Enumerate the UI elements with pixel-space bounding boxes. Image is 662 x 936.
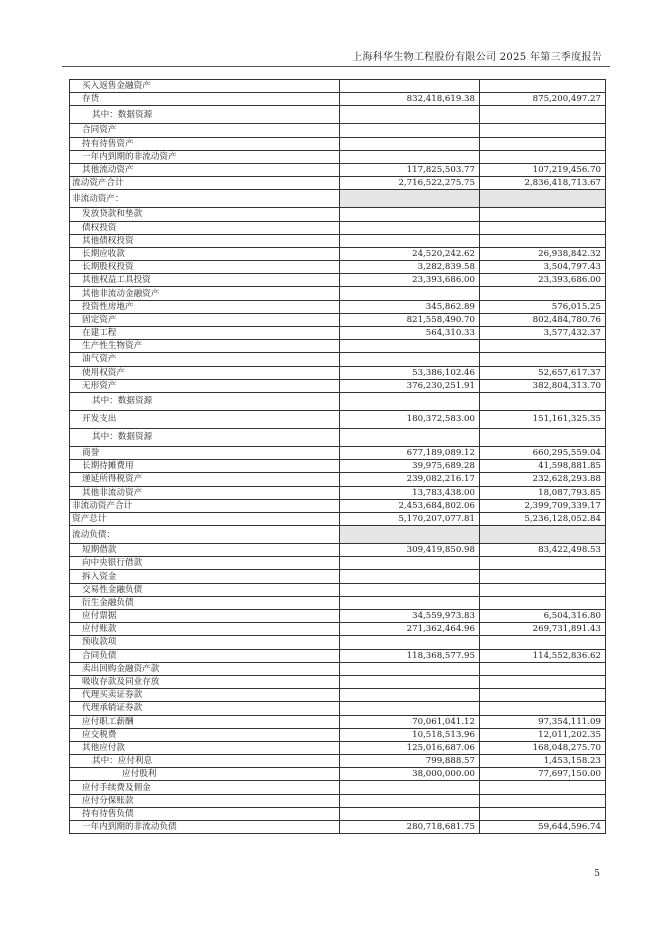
row-label: 债权投资: [70, 221, 340, 234]
table-row: [70, 583, 606, 596]
current-period-value: 180,372,583.00: [340, 410, 480, 428]
table-row: [70, 807, 606, 820]
current-period-value: [340, 675, 480, 688]
prior-period-value: 168,048,275.70: [480, 741, 606, 754]
current-period-value: 2,453,684,802.06: [340, 499, 480, 512]
current-period-value: [340, 636, 480, 649]
row-label: 其他非流动金融资产: [70, 287, 340, 300]
prior-period-value: 660,295,559.04: [480, 446, 606, 459]
current-period-value: [340, 150, 480, 163]
prior-period-value: 23,393,686.00: [480, 274, 606, 287]
table-row: [70, 596, 606, 609]
prior-period-value: [480, 807, 606, 820]
row-label: 合同负债: [70, 649, 340, 662]
table-row: [70, 715, 606, 728]
prior-period-value: [480, 353, 606, 366]
prior-period-value: [480, 662, 606, 675]
table-row: [70, 662, 606, 675]
row-label: 使用权资产: [70, 366, 340, 379]
current-period-value: [340, 353, 480, 366]
current-period-value: 271,362,464.96: [340, 623, 480, 636]
row-label: 存货: [70, 93, 340, 106]
row-label: 应付手续费及佣金: [70, 781, 340, 794]
row-label: 预收款项: [70, 636, 340, 649]
current-period-value: 39,975,689.28: [340, 460, 480, 473]
prior-period-value: [480, 124, 606, 137]
row-label: 固定资产: [70, 313, 340, 326]
prior-period-value: [480, 106, 606, 124]
current-period-value: 309,419,850.98: [340, 544, 480, 557]
table-row: [70, 526, 606, 544]
table-row: [70, 190, 606, 208]
table-row: [70, 460, 606, 473]
row-label: 代理买卖证券款: [70, 689, 340, 702]
current-period-value: [340, 428, 480, 446]
table-row: [70, 794, 606, 807]
table-row: [70, 93, 606, 106]
current-period-value: 3,282,839.58: [340, 261, 480, 274]
prior-period-value: 77,697,150.00: [480, 768, 606, 781]
table-row: [70, 300, 606, 313]
row-label: 衍生金融负债: [70, 596, 340, 609]
table-row: [70, 410, 606, 428]
table-row: [70, 163, 606, 176]
table-row: [70, 379, 606, 392]
row-label: 其中：数据资源: [70, 106, 340, 124]
row-label: 长期待摊费用: [70, 460, 340, 473]
prior-period-value: 3,577,432.37: [480, 327, 606, 340]
row-label: 持有待售负债: [70, 807, 340, 820]
prior-period-value: 5,236,128,052.84: [480, 512, 606, 525]
table-row: [70, 247, 606, 260]
row-label: 非流动资产：: [70, 190, 340, 208]
table-row: [70, 486, 606, 499]
current-period-value: [340, 208, 480, 221]
current-period-value: [340, 702, 480, 715]
table-row: [70, 313, 606, 326]
row-label: 资产总计: [70, 512, 340, 525]
current-period-value: 5,170,207,077.81: [340, 512, 480, 525]
row-label: 拆入资金: [70, 570, 340, 583]
current-period-value: 24,520,242.62: [340, 247, 480, 260]
current-period-value: [340, 80, 480, 93]
prior-period-value: 18,087,793.85: [480, 486, 606, 499]
prior-period-value: 83,422,498.53: [480, 544, 606, 557]
table-row: [70, 512, 606, 525]
prior-period-value: [480, 428, 606, 446]
prior-period-value: [480, 702, 606, 715]
current-period-value: 832,418,619.38: [340, 93, 480, 106]
row-label: 开发支出: [70, 410, 340, 428]
current-period-value: 677,189,089.12: [340, 446, 480, 459]
prior-period-value: [480, 208, 606, 221]
current-period-value: 38,000,000.00: [340, 768, 480, 781]
current-period-value: [340, 662, 480, 675]
table-row: [70, 428, 606, 446]
table-row: [70, 327, 606, 340]
prior-period-value: 232,628,293.88: [480, 473, 606, 486]
current-period-value: 13,783,438.00: [340, 486, 480, 499]
row-label: 买入返售金融资产: [70, 80, 340, 93]
row-label: 其中：数据资源: [70, 428, 340, 446]
prior-period-value: 2,836,418,713.67: [480, 177, 606, 190]
table-row: [70, 150, 606, 163]
row-label: 代理承销证券款: [70, 702, 340, 715]
prior-period-value: 26,938,842.32: [480, 247, 606, 260]
prior-period-value: [480, 570, 606, 583]
row-label: 一年内到期的非流动负债: [70, 821, 340, 834]
table-row: [70, 636, 606, 649]
current-period-value: [340, 596, 480, 609]
prior-period-value: 114,552,836.62: [480, 649, 606, 662]
prior-period-value: 107,219,456.70: [480, 163, 606, 176]
header-divider: [62, 66, 610, 67]
prior-period-value: [480, 781, 606, 794]
table-row: [70, 544, 606, 557]
row-label: 其他应付款: [70, 741, 340, 754]
current-period-value: 117,825,503.77: [340, 163, 480, 176]
row-label: 其他流动资产: [70, 163, 340, 176]
prior-period-value: 802,484,780.76: [480, 313, 606, 326]
prior-period-value: 875,200,497.27: [480, 93, 606, 106]
row-label: 应交税费: [70, 728, 340, 741]
row-label: 其他权益工具投资: [70, 274, 340, 287]
row-label: 持有待售资产: [70, 137, 340, 150]
prior-period-value: [480, 234, 606, 247]
table-row: [70, 702, 606, 715]
prior-period-value: [480, 221, 606, 234]
table-row: [70, 610, 606, 623]
current-period-value: 2,716,522,275.75: [340, 177, 480, 190]
table-row: [70, 353, 606, 366]
table-row: [70, 106, 606, 124]
row-label: 其他非流动资产: [70, 486, 340, 499]
row-label: 应付分保账款: [70, 794, 340, 807]
prior-period-value: [480, 340, 606, 353]
table-row: [70, 689, 606, 702]
current-period-value: [340, 221, 480, 234]
table-row: [70, 755, 606, 768]
row-label: 应付账款: [70, 623, 340, 636]
table-row: [70, 392, 606, 410]
current-period-value: [340, 794, 480, 807]
current-period-value: [340, 689, 480, 702]
table-row: [70, 473, 606, 486]
table-row: [70, 675, 606, 688]
prior-period-value: 382,804,313.70: [480, 379, 606, 392]
current-period-value: 53,386,102.46: [340, 366, 480, 379]
row-label: 在建工程: [70, 327, 340, 340]
current-period-value: [340, 781, 480, 794]
current-period-value: [340, 807, 480, 820]
row-label: 其他债权投资: [70, 234, 340, 247]
current-period-value: [340, 526, 480, 544]
current-period-value: [340, 340, 480, 353]
prior-period-value: 97,354,111.09: [480, 715, 606, 728]
row-label: 卖出回购金融资产款: [70, 662, 340, 675]
table-row: [70, 741, 606, 754]
table-row: [70, 340, 606, 353]
table-row: [70, 261, 606, 274]
prior-period-value: 2,399,709,339.17: [480, 499, 606, 512]
current-period-value: 34,559,973.83: [340, 610, 480, 623]
current-period-value: [340, 106, 480, 124]
row-label: 长期应收款: [70, 247, 340, 260]
table-row: [70, 821, 606, 834]
row-label: 应付股利: [70, 768, 340, 781]
row-label: 流动资产合计: [70, 177, 340, 190]
page-number: 5: [594, 869, 600, 879]
table-row: [70, 649, 606, 662]
table-row: [70, 234, 606, 247]
current-period-value: 564,310.33: [340, 327, 480, 340]
prior-period-value: 12,011,202.35: [480, 728, 606, 741]
current-period-value: 799,888.57: [340, 755, 480, 768]
prior-period-value: [480, 392, 606, 410]
prior-period-value: [480, 557, 606, 570]
current-period-value: [340, 570, 480, 583]
current-period-value: [340, 583, 480, 596]
row-label: 投资性房地产: [70, 300, 340, 313]
prior-period-value: [480, 80, 606, 93]
current-period-value: [340, 124, 480, 137]
prior-period-value: [480, 526, 606, 544]
row-label: 生产性生物资产: [70, 340, 340, 353]
prior-period-value: [480, 583, 606, 596]
table-row: [70, 274, 606, 287]
current-period-value: [340, 190, 480, 208]
current-period-value: 821,558,490.70: [340, 313, 480, 326]
prior-period-value: [480, 596, 606, 609]
prior-period-value: [480, 190, 606, 208]
current-period-value: [340, 234, 480, 247]
prior-period-value: 269,731,891.43: [480, 623, 606, 636]
row-label: 一年内到期的非流动资产: [70, 150, 340, 163]
current-period-value: [340, 392, 480, 410]
row-label: 应付职工薪酬: [70, 715, 340, 728]
row-label: 长期股权投资: [70, 261, 340, 274]
table-row: [70, 80, 606, 93]
current-period-value: 70,061,041.12: [340, 715, 480, 728]
balance-sheet-table: [69, 79, 606, 834]
current-period-value: 345,862.89: [340, 300, 480, 313]
row-label: 向中央银行借款: [70, 557, 340, 570]
table-row: [70, 768, 606, 781]
prior-period-value: 59,644,596.74: [480, 821, 606, 834]
current-period-value: 23,393,686.00: [340, 274, 480, 287]
row-label: 吸收存款及同业存放: [70, 675, 340, 688]
row-label: 交易性金融负债: [70, 583, 340, 596]
table-row: [70, 287, 606, 300]
prior-period-value: 3,504,797.43: [480, 261, 606, 274]
table-row: [70, 446, 606, 459]
table-row: [70, 728, 606, 741]
prior-period-value: [480, 137, 606, 150]
current-period-value: 239,082,216.17: [340, 473, 480, 486]
row-label: 合同资产: [70, 124, 340, 137]
row-label: 递延所得税资产: [70, 473, 340, 486]
current-period-value: 376,230,251.91: [340, 379, 480, 392]
balance-sheet-body: [70, 80, 606, 834]
table-row: [70, 781, 606, 794]
prior-period-value: 151,161,325.35: [480, 410, 606, 428]
row-label: 流动负债：: [70, 526, 340, 544]
current-period-value: [340, 557, 480, 570]
row-label: 短期借款: [70, 544, 340, 557]
prior-period-value: [480, 675, 606, 688]
prior-period-value: 1,453,158.23: [480, 755, 606, 768]
row-label: 油气资产: [70, 353, 340, 366]
table-row: [70, 208, 606, 221]
table-row: [70, 499, 606, 512]
prior-period-value: 52,657,617.37: [480, 366, 606, 379]
report-header-title: 上海科华生物工程股份有限公司 2025 年第三季度报告: [352, 52, 602, 63]
table-row: [70, 124, 606, 137]
table-row: [70, 366, 606, 379]
prior-period-value: [480, 150, 606, 163]
current-period-value: [340, 137, 480, 150]
row-label: 其中：应付利息: [70, 755, 340, 768]
current-period-value: 10,518,513.96: [340, 728, 480, 741]
prior-period-value: 576,015.25: [480, 300, 606, 313]
row-label: 发放贷款和垫款: [70, 208, 340, 221]
prior-period-value: 6,504,316.80: [480, 610, 606, 623]
current-period-value: 118,368,577.95: [340, 649, 480, 662]
prior-period-value: [480, 794, 606, 807]
table-row: [70, 137, 606, 150]
prior-period-value: [480, 287, 606, 300]
current-period-value: [340, 287, 480, 300]
row-label: 非流动资产合计: [70, 499, 340, 512]
current-period-value: 125,016,687.06: [340, 741, 480, 754]
row-label: 商誉: [70, 446, 340, 459]
row-label: 其中：数据资源: [70, 392, 340, 410]
table-row: [70, 177, 606, 190]
current-period-value: 280,718,681.75: [340, 821, 480, 834]
prior-period-value: 41,598,881.85: [480, 460, 606, 473]
table-row: [70, 570, 606, 583]
row-label: 无形资产: [70, 379, 340, 392]
row-label: 应付票据: [70, 610, 340, 623]
table-row: [70, 623, 606, 636]
prior-period-value: [480, 689, 606, 702]
table-row: [70, 557, 606, 570]
table-row: [70, 221, 606, 234]
prior-period-value: [480, 636, 606, 649]
